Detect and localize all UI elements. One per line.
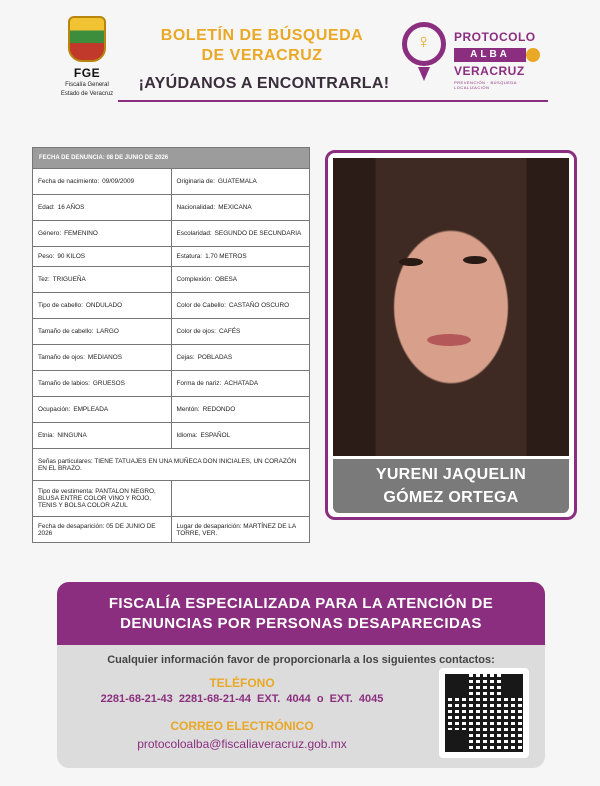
field-label: Tez:	[38, 276, 50, 283]
field-value: 1.70 METROS	[205, 253, 247, 260]
person-name	[333, 459, 569, 513]
table-cell	[171, 169, 310, 194]
fge-sub-2: Estado de Veracruz	[60, 91, 114, 97]
field-label: Color de Cabello:	[176, 302, 226, 309]
agency-title	[57, 582, 545, 645]
table-row	[33, 422, 309, 448]
field-value: LARGO	[96, 328, 119, 335]
field-label: Escolaridad:	[176, 230, 212, 237]
field-label: Color de ojos:	[176, 328, 216, 335]
table-row	[33, 516, 309, 542]
field-value: 16 AÑOS	[57, 204, 85, 211]
field-value: SEGUNDO DE SECUNDARIA	[214, 230, 302, 237]
table-row	[33, 344, 309, 370]
clothing: Tipo de vestimenta: PANTALON NEGRO, BLUSA ENTRE COLOR VINO Y ROJO, TENIS Y BOLSA COLOR AZUL	[33, 481, 171, 516]
particular-marks: Señas particulares: TIENE TATUAJES EN UNA MUÑECA DON INICIALES, UN CORAZÓN EN EL BRAZO.	[33, 449, 309, 480]
field-label: Forma de nariz:	[176, 380, 222, 387]
photo-eye-left	[399, 258, 423, 266]
bulletin-title	[128, 26, 396, 66]
table-cell	[33, 267, 171, 292]
field-label: Originaria de:	[176, 178, 215, 185]
phone-label: TELÉFONO	[209, 676, 275, 690]
field-value: EMPLEADA	[73, 406, 109, 413]
magnifier-icon	[526, 48, 540, 62]
table-row	[33, 292, 309, 318]
field-label: Tipo de cabello:	[38, 302, 83, 309]
field-value: CAFÉS	[218, 328, 241, 335]
field-value: FEMENINO	[64, 230, 98, 237]
field-label: Idioma:	[176, 432, 198, 439]
empty-cell	[171, 481, 310, 516]
table-cell	[33, 195, 171, 220]
person-first-name: YURENI JAQUELIN	[375, 466, 527, 483]
fge-sub-1: Fiscalía General	[65, 82, 109, 88]
agency-title-line-2: DENUNCIAS POR PERSONAS DESAPARECIDAS	[120, 615, 482, 632]
field-value: OBESA	[215, 276, 238, 283]
email-label: CORREO ELECTRÓNICO	[170, 719, 314, 733]
email-link[interactable]: protocoloalba@fiscaliaveracruz.gob.mx	[137, 737, 347, 751]
alba-tagline: PREVENCIÓN · BÚSQUEDA · LOCALIZACIÓN	[454, 80, 521, 90]
field-value: CASTAÑO OSCURO	[228, 302, 290, 309]
table-cell	[171, 267, 310, 292]
field-label: Género:	[38, 230, 62, 237]
phone-numbers[interactable]: 2281-68-21-43 2281-68-21-44 EXT. 4044 o EXT. 4045	[100, 693, 384, 705]
table-row	[33, 194, 309, 220]
field-label: Tamaño de cabello:	[38, 328, 94, 335]
table-cell	[33, 371, 171, 396]
photo-lips	[427, 334, 471, 346]
table-row	[33, 318, 309, 344]
table-cell	[33, 293, 171, 318]
field-label: Nacionalidad:	[176, 204, 216, 211]
field-label: Etnia:	[38, 432, 55, 439]
field-value: 90 KILOS	[57, 253, 86, 260]
field-value: REDONDO	[202, 406, 236, 413]
person-last-name: GÓMEZ ORTEGA	[383, 489, 519, 506]
field-value: POBLADAS	[197, 354, 233, 361]
help-subtitle: ¡AYÚDANOS A ENCONTRARLA!	[138, 75, 390, 92]
table-cell	[171, 423, 310, 448]
field-value: MEDIANOS	[87, 354, 122, 361]
table-row	[33, 246, 309, 266]
bulletin-title-line-1: BOLETÍN DE BÚSQUEDA	[160, 27, 364, 44]
table-cell	[33, 397, 171, 422]
table-cell	[33, 423, 171, 448]
veracruz-seal-icon	[68, 16, 106, 62]
field-label: Ocupación:	[38, 406, 71, 413]
field-label: Peso:	[38, 253, 55, 260]
field-label: Tamaño de labios:	[38, 380, 90, 387]
table-row	[33, 480, 309, 516]
alba-name-text: ALBA	[454, 48, 526, 62]
fge-logo	[56, 16, 118, 104]
table-cell	[171, 247, 310, 266]
table-row	[33, 448, 309, 480]
qr-code-icon	[445, 674, 523, 752]
field-value: ESPAÑOL	[200, 432, 231, 439]
table-row	[33, 396, 309, 422]
table-row	[33, 220, 309, 246]
field-value: NINGUNA	[57, 432, 87, 439]
field-label: Fecha de nacimiento:	[38, 178, 100, 185]
field-label: Tamaño de ojos:	[38, 354, 85, 361]
venus-icon: ♀	[402, 22, 446, 66]
table-cell	[33, 221, 171, 246]
protocolo-alba-logo	[402, 20, 552, 90]
description-table	[32, 147, 310, 543]
field-value: GRUESOS	[92, 380, 125, 387]
field-value: ONDULADO	[85, 302, 123, 309]
field-value: 09/09/2009	[102, 178, 135, 185]
table-row	[33, 266, 309, 292]
missing-person-photo	[333, 158, 569, 456]
table-cell	[171, 371, 310, 396]
disappearance-place: Lugar de desaparición: MARTÍNEZ DE LA TORRE, VER.	[171, 517, 310, 542]
field-value: GUATEMALA	[217, 178, 257, 185]
table-cell	[171, 397, 310, 422]
fge-label: FGE	[73, 66, 101, 80]
table-cell	[171, 221, 310, 246]
field-label: Edad:	[38, 204, 55, 211]
table-cell	[171, 319, 310, 344]
qr-code[interactable]	[439, 668, 529, 758]
table-cell	[171, 293, 310, 318]
field-value: ACHATADA	[224, 380, 259, 387]
field-value: TRIGUEÑA	[52, 276, 86, 283]
table-row	[33, 168, 309, 194]
bulletin-title-line-2: DE VERACRUZ	[201, 47, 323, 64]
table-cell	[171, 345, 310, 370]
field-label: Mentón:	[176, 406, 200, 413]
agency-title-line-1: FISCALÍA ESPECIALIZADA PARA LA ATENCIÓN DE	[108, 595, 494, 612]
disappearance-date: Fecha de desaparición: 05 DE JUNIO DE 2026	[33, 517, 171, 542]
table-row	[33, 370, 309, 396]
alba-protocolo-text: PROTOCOLO	[454, 30, 536, 44]
table-cell	[33, 247, 171, 266]
field-label: Cejas:	[176, 354, 195, 361]
photo-eye-right	[463, 256, 487, 264]
photo-card	[325, 150, 577, 520]
contact-intro: Cualquier información favor de proporcionarla a los siguientes contactos:	[107, 654, 495, 666]
alba-veracruz-text: VERACRUZ	[454, 64, 525, 78]
table-cell	[33, 345, 171, 370]
field-label: Complexión:	[176, 276, 213, 283]
report-date: FECHA DE DENUNCIA: 08 DE JUNIO DE 2026	[33, 148, 309, 168]
contact-panel	[57, 582, 545, 768]
table-cell	[171, 195, 310, 220]
table-cell	[33, 319, 171, 344]
field-label: Estatura:	[176, 253, 203, 260]
table-cell	[33, 169, 171, 194]
header-divider	[118, 100, 548, 102]
field-value: MEXICANA	[218, 204, 252, 211]
